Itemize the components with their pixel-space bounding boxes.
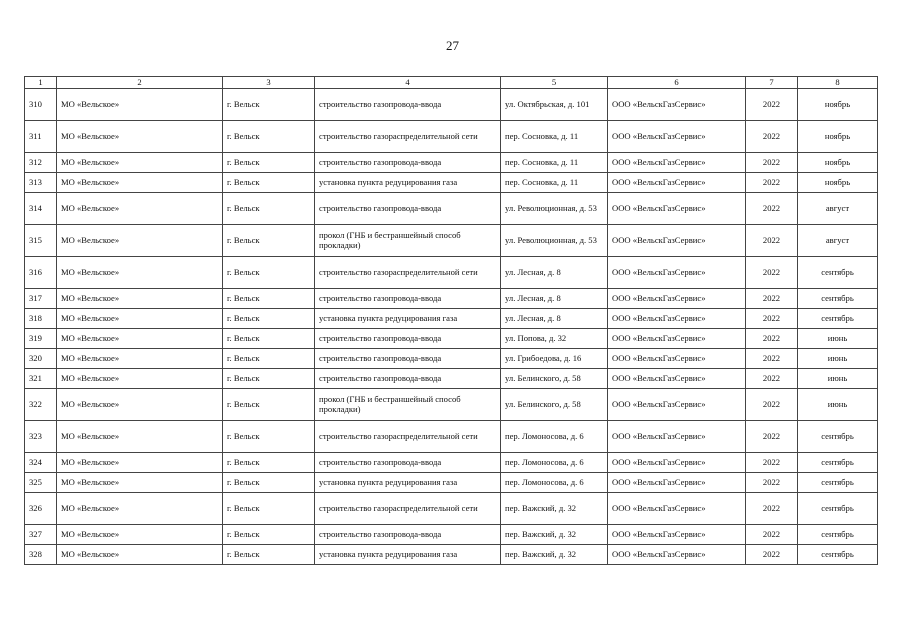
year-cell: 2022 [746,369,798,389]
organization-cell: ООО «ВельскГазСервис» [608,309,746,329]
month-cell: ноябрь [798,121,878,153]
city-cell: г. Вельск [223,329,315,349]
work-type-cell: строительство газораспределительной сети [315,257,501,289]
table-row [25,369,878,389]
address-cell: ул. Белинского, д. 58 [501,389,608,421]
year-cell: 2022 [746,153,798,173]
row-number-cell: 312 [25,153,57,173]
row-number-cell: 327 [25,525,57,545]
organization-cell: ООО «ВельскГазСервис» [608,493,746,525]
address-cell: ул. Попова, д. 32 [501,329,608,349]
table-row [25,493,878,525]
row-number-cell: 328 [25,545,57,565]
municipality-cell: МО «Вельское» [57,329,223,349]
work-type-cell: установка пункта редуцирования газа [315,309,501,329]
organization-cell: ООО «ВельскГазСервис» [608,421,746,453]
year-cell: 2022 [746,289,798,309]
year-cell: 2022 [746,121,798,153]
table-row [25,173,878,193]
municipality-cell: МО «Вельское» [57,173,223,193]
city-cell: г. Вельск [223,173,315,193]
municipality-cell: МО «Вельское» [57,389,223,421]
month-cell: июнь [798,389,878,421]
organization-cell: ООО «ВельскГазСервис» [608,473,746,493]
month-cell: сентябрь [798,309,878,329]
month-cell: сентябрь [798,525,878,545]
city-cell: г. Вельск [223,89,315,121]
city-cell: г. Вельск [223,421,315,453]
municipality-cell: МО «Вельское» [57,453,223,473]
table-row [25,257,878,289]
year-cell: 2022 [746,349,798,369]
header-cell: 1 [25,77,57,89]
work-type-cell: установка пункта редуцирования газа [315,473,501,493]
municipality-cell: МО «Вельское» [57,349,223,369]
header-cell: 4 [315,77,501,89]
table-row [25,453,878,473]
address-cell: пер. Ломоносова, д. 6 [501,453,608,473]
city-cell: г. Вельск [223,473,315,493]
year-cell: 2022 [746,453,798,473]
work-type-cell: строительство газопровода-ввода [315,453,501,473]
table-row [25,121,878,153]
month-cell: сентябрь [798,453,878,473]
works-table [24,76,878,565]
table-row [25,289,878,309]
address-cell: пер. Сосновка, д. 11 [501,173,608,193]
row-number-cell: 325 [25,473,57,493]
work-type-cell: строительство газопровода-ввода [315,89,501,121]
city-cell: г. Вельск [223,309,315,329]
municipality-cell: МО «Вельское» [57,193,223,225]
address-cell: пер. Важский, д. 32 [501,493,608,525]
work-type-cell: строительство газораспределительной сети [315,493,501,525]
row-number-cell: 319 [25,329,57,349]
city-cell: г. Вельск [223,453,315,473]
work-type-cell: строительство газопровода-ввода [315,329,501,349]
year-cell: 2022 [746,493,798,525]
work-type-cell: строительство газопровода-ввода [315,193,501,225]
month-cell: сентябрь [798,257,878,289]
table-row [25,225,878,257]
row-number-cell: 316 [25,257,57,289]
organization-cell: ООО «ВельскГазСервис» [608,525,746,545]
city-cell: г. Вельск [223,493,315,525]
city-cell: г. Вельск [223,369,315,389]
municipality-cell: МО «Вельское» [57,369,223,389]
row-number-cell: 314 [25,193,57,225]
month-cell: июнь [798,329,878,349]
row-number-cell: 315 [25,225,57,257]
city-cell: г. Вельск [223,225,315,257]
municipality-cell: МО «Вельское» [57,225,223,257]
address-cell: ул. Лесная, д. 8 [501,289,608,309]
work-type-cell: строительство газопровода-ввода [315,349,501,369]
row-number-cell: 321 [25,369,57,389]
organization-cell: ООО «ВельскГазСервис» [608,389,746,421]
table-row [25,473,878,493]
work-type-cell: строительство газопровода-ввода [315,289,501,309]
city-cell: г. Вельск [223,289,315,309]
work-type-cell: строительство газопровода-ввода [315,369,501,389]
address-cell: ул. Октябрьская, д. 101 [501,89,608,121]
year-cell: 2022 [746,473,798,493]
address-cell: ул. Революционная, д. 53 [501,225,608,257]
organization-cell: ООО «ВельскГазСервис» [608,193,746,225]
month-cell: ноябрь [798,89,878,121]
table-row [25,153,878,173]
city-cell: г. Вельск [223,121,315,153]
table-header-row [25,77,878,89]
municipality-cell: МО «Вельское» [57,545,223,565]
address-cell: пер. Важский, д. 32 [501,545,608,565]
municipality-cell: МО «Вельское» [57,289,223,309]
month-cell: ноябрь [798,153,878,173]
city-cell: г. Вельск [223,389,315,421]
table-row [25,309,878,329]
year-cell: 2022 [746,309,798,329]
month-cell: июнь [798,369,878,389]
city-cell: г. Вельск [223,525,315,545]
year-cell: 2022 [746,545,798,565]
city-cell: г. Вельск [223,193,315,225]
month-cell: август [798,225,878,257]
work-type-cell: установка пункта редуцирования газа [315,545,501,565]
table-row [25,421,878,453]
organization-cell: ООО «ВельскГазСервис» [608,89,746,121]
header-cell: 5 [501,77,608,89]
organization-cell: ООО «ВельскГазСервис» [608,329,746,349]
table-row [25,349,878,369]
table-row [25,389,878,421]
year-cell: 2022 [746,225,798,257]
year-cell: 2022 [746,421,798,453]
municipality-cell: МО «Вельское» [57,257,223,289]
work-type-cell: строительство газопровода-ввода [315,153,501,173]
year-cell: 2022 [746,329,798,349]
work-type-cell: прокол (ГНБ и бестраншейный способ прокладки) [315,389,501,421]
row-number-cell: 323 [25,421,57,453]
page-number: 27 [446,38,459,53]
address-cell: ул. Революционная, д. 53 [501,193,608,225]
address-cell: пер. Ломоносова, д. 6 [501,473,608,493]
city-cell: г. Вельск [223,545,315,565]
row-number-cell: 324 [25,453,57,473]
address-cell: пер. Сосновка, д. 11 [501,153,608,173]
header-cell: 3 [223,77,315,89]
header-cell: 7 [746,77,798,89]
row-number-cell: 317 [25,289,57,309]
city-cell: г. Вельск [223,153,315,173]
organization-cell: ООО «ВельскГазСервис» [608,369,746,389]
organization-cell: ООО «ВельскГазСервис» [608,121,746,153]
month-cell: ноябрь [798,173,878,193]
month-cell: сентябрь [798,545,878,565]
year-cell: 2022 [746,257,798,289]
municipality-cell: МО «Вельское» [57,309,223,329]
address-cell: ул. Грибоедова, д. 16 [501,349,608,369]
year-cell: 2022 [746,525,798,545]
organization-cell: ООО «ВельскГазСервис» [608,545,746,565]
year-cell: 2022 [746,89,798,121]
row-number-cell: 326 [25,493,57,525]
address-cell: пер. Важский, д. 32 [501,525,608,545]
month-cell: сентябрь [798,473,878,493]
work-type-cell: строительство газораспределительной сети [315,121,501,153]
organization-cell: ООО «ВельскГазСервис» [608,153,746,173]
row-number-cell: 310 [25,89,57,121]
row-number-cell: 318 [25,309,57,329]
address-cell: ул. Лесная, д. 8 [501,309,608,329]
organization-cell: ООО «ВельскГазСервис» [608,257,746,289]
work-type-cell: строительство газопровода-ввода [315,525,501,545]
month-cell: июнь [798,349,878,369]
table-row [25,193,878,225]
municipality-cell: МО «Вельское» [57,473,223,493]
row-number-cell: 322 [25,389,57,421]
address-cell: пер. Ломоносова, д. 6 [501,421,608,453]
organization-cell: ООО «ВельскГазСервис» [608,225,746,257]
header-cell: 8 [798,77,878,89]
header-cell: 6 [608,77,746,89]
row-number-cell: 311 [25,121,57,153]
organization-cell: ООО «ВельскГазСервис» [608,349,746,369]
year-cell: 2022 [746,173,798,193]
municipality-cell: МО «Вельское» [57,525,223,545]
table-row [25,545,878,565]
month-cell: сентябрь [798,493,878,525]
row-number-cell: 320 [25,349,57,369]
municipality-cell: МО «Вельское» [57,153,223,173]
year-cell: 2022 [746,389,798,421]
month-cell: сентябрь [798,421,878,453]
municipality-cell: МО «Вельское» [57,493,223,525]
municipality-cell: МО «Вельское» [57,121,223,153]
organization-cell: ООО «ВельскГазСервис» [608,289,746,309]
month-cell: август [798,193,878,225]
city-cell: г. Вельск [223,349,315,369]
work-type-cell: строительство газораспределительной сети [315,421,501,453]
table-row [25,525,878,545]
municipality-cell: МО «Вельское» [57,421,223,453]
table-row [25,329,878,349]
address-cell: ул. Лесная, д. 8 [501,257,608,289]
municipality-cell: МО «Вельское» [57,89,223,121]
organization-cell: ООО «ВельскГазСервис» [608,453,746,473]
address-cell: пер. Сосновка, д. 11 [501,121,608,153]
organization-cell: ООО «ВельскГазСервис» [608,173,746,193]
table-row [25,89,878,121]
work-type-cell: установка пункта редуцирования газа [315,173,501,193]
work-type-cell: прокол (ГНБ и бестраншейный способ прокладки) [315,225,501,257]
month-cell: сентябрь [798,289,878,309]
row-number-cell: 313 [25,173,57,193]
year-cell: 2022 [746,193,798,225]
address-cell: ул. Белинского, д. 58 [501,369,608,389]
city-cell: г. Вельск [223,257,315,289]
header-cell: 2 [57,77,223,89]
